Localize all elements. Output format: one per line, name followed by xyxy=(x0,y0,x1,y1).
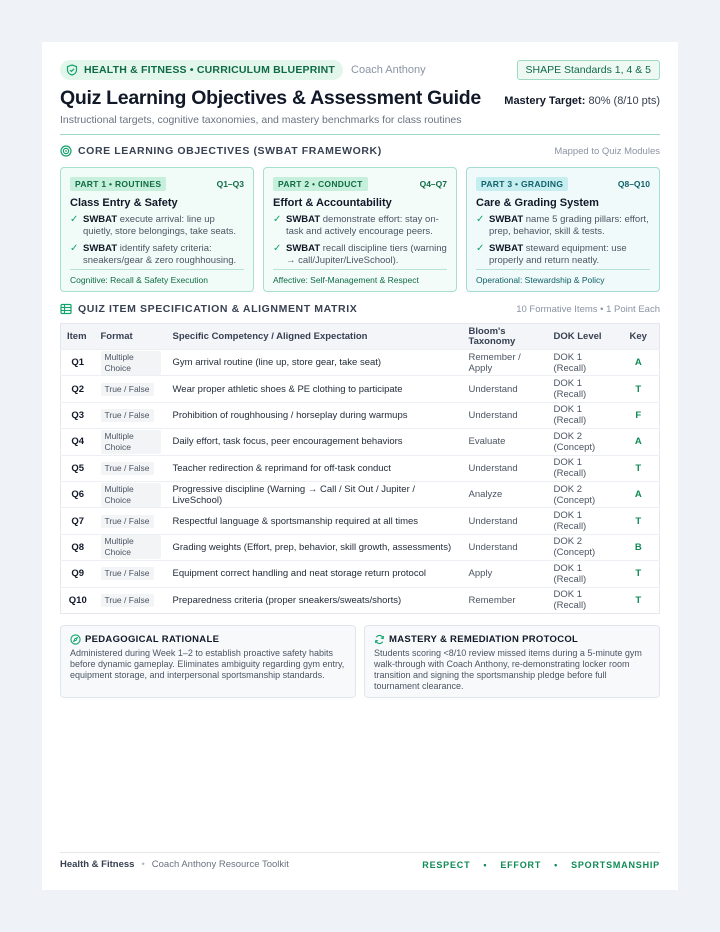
matrix-note: 10 Formative Items • 1 Point Each xyxy=(516,303,660,315)
objective-text: steward equipment: use properly and return neatly. xyxy=(489,243,627,266)
item-cell: Q1 xyxy=(71,357,85,369)
key-cell: T xyxy=(635,383,642,395)
check-icon: ✓ xyxy=(476,243,485,254)
item-cell: Q10 xyxy=(68,594,87,606)
table-row xyxy=(61,455,660,481)
format-cell xyxy=(95,429,167,455)
compass-icon xyxy=(70,634,81,645)
card-title: Effort & Accountability xyxy=(273,197,392,209)
footer-values xyxy=(422,860,660,870)
card-footer: Cognitive: Recall & Safety Execution xyxy=(70,269,244,285)
format-cell xyxy=(95,587,167,613)
competency-cell: Equipment correct handling and neat storage return protocol xyxy=(172,568,426,580)
part-pill: PART 3 • GRADING xyxy=(476,177,568,191)
key-cell: A xyxy=(634,436,642,448)
item-cell: Q6 xyxy=(71,489,85,501)
alignment-matrix-table xyxy=(60,323,660,614)
target-icon xyxy=(60,145,72,157)
table-row xyxy=(61,376,660,402)
format-cell xyxy=(95,350,167,376)
key-cell: A xyxy=(634,489,642,501)
page-subtitle: Instructional targets, cognitive taxonomies, and mastery benchmarks for class routines xyxy=(60,114,462,126)
key-cell: F xyxy=(635,409,642,421)
key-cell: T xyxy=(635,568,642,580)
objective-text: recall discipline tiers (warning → call/Jupiter/LiveSchool). xyxy=(286,243,447,266)
objective-item xyxy=(70,243,244,267)
format-badge: Multiple Choice xyxy=(101,351,161,375)
check-icon: ✓ xyxy=(273,243,282,254)
info-boxes xyxy=(60,625,660,698)
question-range: Q4–Q7 xyxy=(419,179,447,189)
dok-cell: DOK 2 (Concept) xyxy=(553,430,596,453)
page-footer xyxy=(60,852,660,870)
document-page xyxy=(42,42,678,890)
table-row xyxy=(61,508,660,534)
competency-cell: Teacher redirection & reprimand for off-task conduct xyxy=(172,462,391,474)
curriculum-tag-label: HEALTH & FITNESS • CURRICULUM BLUEPRINT xyxy=(84,64,336,76)
objective-card-conduct xyxy=(263,167,457,292)
bloom-cell: Understand xyxy=(468,541,518,553)
item-cell: Q9 xyxy=(71,568,85,580)
competency-cell: Respectful language & sportsmanship required at all times xyxy=(172,515,419,527)
coach-name: Coach Anthony xyxy=(351,64,426,76)
header-bloom: Bloom's Taxonomy xyxy=(468,325,516,347)
check-icon: ✓ xyxy=(70,243,79,254)
card-footer: Operational: Stewardship & Policy xyxy=(476,269,650,285)
item-cell: Q2 xyxy=(71,383,85,395)
value-sportsmanship: SPORTSMANSHIP xyxy=(571,859,660,870)
title-row xyxy=(60,86,660,110)
matrix-section-header xyxy=(60,302,660,316)
mastery-value: 80% (8/10 pts) xyxy=(588,95,660,107)
competency-cell: Preparedness criteria (proper sneakers/sweats/shorts) xyxy=(172,594,402,606)
format-cell xyxy=(95,376,167,402)
dok-cell: DOK 1 (Recall) xyxy=(553,457,587,480)
table-body xyxy=(61,350,660,614)
rationale-title-text: PEDAGOGICAL RATIONALE xyxy=(85,633,220,645)
bloom-cell: Understand xyxy=(468,383,518,395)
key-cell: T xyxy=(635,515,642,527)
objective-item xyxy=(476,243,650,267)
top-left xyxy=(60,60,426,80)
value-respect: RESPECT xyxy=(422,859,471,870)
header-competency: Specific Competency / Aligned Expectation xyxy=(172,331,368,342)
dok-cell: DOK 1 (Recall) xyxy=(553,589,587,612)
format-cell xyxy=(95,534,167,560)
value-separator: • xyxy=(483,859,488,870)
key-cell: T xyxy=(635,462,642,474)
dok-cell: DOK 1 (Recall) xyxy=(553,378,587,401)
objective-item xyxy=(273,214,447,238)
item-cell: Q5 xyxy=(71,462,85,474)
item-cell: Q8 xyxy=(71,541,85,553)
table-header-row xyxy=(61,324,660,350)
mastery-label: Mastery Target: xyxy=(504,95,586,107)
rationale-text: Administered during Week 1–2 to establish proactive safety habits before dynamic gameplay. Eliminates ambiguity regarding gym entry, equipment storage, and interpersonal sportsmanship standards. xyxy=(70,647,345,680)
remediation-title-text: MASTERY & REMEDIATION PROTOCOL xyxy=(389,633,579,645)
dok-cell: DOK 1 (Recall) xyxy=(553,351,587,374)
card-title: Class Entry & Safety xyxy=(70,197,178,209)
key-cell: T xyxy=(635,594,642,606)
header-divider xyxy=(60,134,660,135)
question-range: Q8–Q10 xyxy=(617,179,650,189)
item-cell: Q4 xyxy=(71,436,85,448)
objective-text: name 5 grading pillars: effort, prep, behavior, skill & tests. xyxy=(489,214,649,237)
competency-cell: Grading weights (Effort, prep, behavior, skill growth, assessments) xyxy=(172,541,452,553)
table-icon xyxy=(60,303,72,315)
bloom-cell: Evaluate xyxy=(468,436,506,448)
key-cell: A xyxy=(634,357,642,369)
format-badge: True / False xyxy=(101,383,154,396)
objective-text: demonstrate effort: stay on-task and actively encourage peers. xyxy=(286,214,439,237)
objectives-section-header xyxy=(60,144,660,158)
check-icon: ✓ xyxy=(476,214,485,225)
card-top xyxy=(273,177,447,191)
format-badge: True / False xyxy=(101,515,154,528)
competency-cell: Gym arrival routine (line up, store gear, take seat) xyxy=(172,357,382,369)
remediation-title xyxy=(374,634,650,645)
table-row xyxy=(61,481,660,507)
bloom-cell: Understand xyxy=(468,515,518,527)
bloom-cell: Remember xyxy=(468,594,516,606)
objective-lead: SWBAT xyxy=(286,214,321,225)
key-cell: B xyxy=(634,541,642,553)
footer-left xyxy=(60,859,289,870)
objectives-title-text: CORE LEARNING OBJECTIVES (SWBAT FRAMEWORK) xyxy=(78,145,382,157)
objective-lead: SWBAT xyxy=(489,243,524,254)
footer-brand: Health & Fitness xyxy=(60,859,135,870)
objectives-section-title xyxy=(60,145,382,157)
curriculum-tag xyxy=(60,60,343,80)
objective-card-grading xyxy=(466,167,660,292)
header-format: Format xyxy=(100,331,133,342)
objective-lead: SWBAT xyxy=(286,243,321,254)
format-badge: Multiple Choice xyxy=(101,430,161,454)
part-pill: PART 2 • CONDUCT xyxy=(273,177,368,191)
format-badge: Multiple Choice xyxy=(101,483,161,507)
competency-cell: Progressive discipline (Warning → Call / Sit Out / Jupiter / LiveSchool) xyxy=(172,483,416,506)
card-top xyxy=(476,177,650,191)
footer-separator: • xyxy=(141,859,145,870)
part-pill: PART 1 • ROUTINES xyxy=(70,177,166,191)
objective-lead: SWBAT xyxy=(489,214,524,225)
dok-cell: DOK 2 (Concept) xyxy=(553,483,596,506)
objective-item xyxy=(273,243,447,267)
refresh-icon xyxy=(374,634,385,645)
objective-card-routines xyxy=(60,167,254,292)
card-top xyxy=(70,177,244,191)
item-cell: Q3 xyxy=(71,409,85,421)
table-row xyxy=(61,561,660,587)
format-badge: True / False xyxy=(101,594,154,607)
objective-cards xyxy=(60,167,660,292)
rationale-title xyxy=(70,634,346,645)
bloom-cell: Apply xyxy=(468,568,493,580)
question-range: Q1–Q3 xyxy=(216,179,244,189)
value-effort: EFFORT xyxy=(500,859,542,870)
format-cell xyxy=(95,561,167,587)
table-row xyxy=(61,587,660,613)
matrix-section-title xyxy=(60,303,357,315)
header-item: Item xyxy=(67,331,87,342)
bloom-cell: Understand xyxy=(468,409,518,421)
format-cell xyxy=(95,508,167,534)
format-badge: True / False xyxy=(101,462,154,475)
objective-text: identify safety criteria: sneakers/gear & zero roughhousing. xyxy=(83,243,237,266)
format-badge: True / False xyxy=(101,409,154,422)
mastery-target xyxy=(504,95,660,110)
bloom-cell: Understand xyxy=(468,462,518,474)
format-cell xyxy=(95,481,167,507)
matrix-title-text: QUIZ ITEM SPECIFICATION & ALIGNMENT MATRIX xyxy=(78,303,358,315)
objective-item xyxy=(70,214,244,238)
competency-cell: Daily effort, task focus, peer encouragement behaviors xyxy=(172,436,403,448)
format-badge: Multiple Choice xyxy=(101,535,161,559)
objective-lead: SWBAT xyxy=(83,243,118,254)
remediation-text: Students scoring <8/10 review missed items during a 5-minute gym walk-through with Coach Anthony, re-demonstrating locker room transition and signing the sportsmanship pledge before full tournament clearance. xyxy=(374,647,642,691)
bloom-cell: Remember / Apply xyxy=(468,351,521,374)
item-cell: Q7 xyxy=(71,515,85,527)
card-title: Care & Grading System xyxy=(476,197,599,209)
format-badge: True / False xyxy=(101,567,154,580)
objective-text: execute arrival: line up quietly, store belongings, take seats. xyxy=(83,214,236,237)
dok-cell: DOK 1 (Recall) xyxy=(553,510,587,533)
header-dok: DOK Level xyxy=(553,331,602,342)
value-separator: • xyxy=(554,859,559,870)
format-cell xyxy=(95,455,167,481)
dok-cell: DOK 1 (Recall) xyxy=(553,404,587,427)
objective-lead: SWBAT xyxy=(83,214,118,225)
page-title: Quiz Learning Objectives & Assessment Guide xyxy=(60,87,481,109)
table-row xyxy=(61,534,660,560)
table-row xyxy=(61,350,660,376)
standards-badge: SHAPE Standards 1, 4 & 5 xyxy=(517,60,661,80)
table-row xyxy=(61,429,660,455)
remediation-box xyxy=(364,625,660,698)
bloom-cell: Analyze xyxy=(468,489,503,501)
objectives-note: Mapped to Quiz Modules xyxy=(554,145,660,157)
shield-check-icon xyxy=(66,64,78,76)
top-row xyxy=(60,60,660,80)
check-icon: ✓ xyxy=(70,214,79,225)
check-icon: ✓ xyxy=(273,214,282,225)
footer-toolkit: Coach Anthony Resource Toolkit xyxy=(151,859,289,870)
competency-cell: Prohibition of roughhousing / horseplay during warmups xyxy=(172,409,408,421)
dok-cell: DOK 2 (Concept) xyxy=(553,536,596,559)
competency-cell: Wear proper athletic shoes & PE clothing to participate xyxy=(172,383,403,395)
dok-cell: DOK 1 (Recall) xyxy=(553,562,587,585)
objective-item xyxy=(476,214,650,238)
header-key: Key xyxy=(629,331,647,342)
rationale-box xyxy=(60,625,356,698)
table-row xyxy=(61,402,660,428)
format-cell xyxy=(95,402,167,428)
card-footer: Affective: Self-Management & Respect xyxy=(273,269,447,285)
